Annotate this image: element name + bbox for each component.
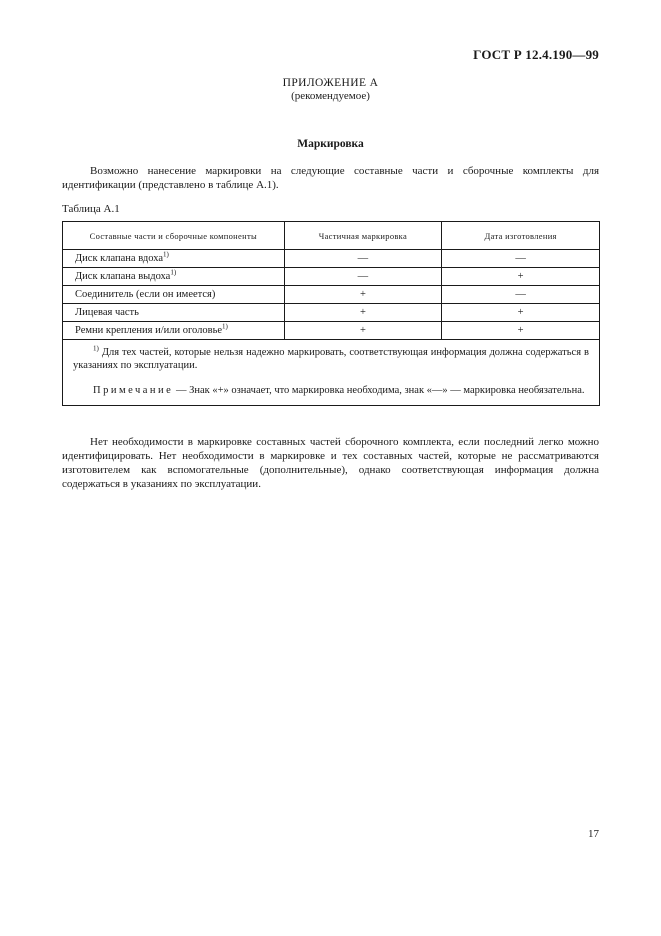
component-name-cell bbox=[63, 268, 285, 286]
table-caption: Таблица А.1 bbox=[62, 203, 120, 215]
manufacture-date-cell: — bbox=[442, 286, 600, 304]
marking-table bbox=[62, 221, 600, 406]
page-number: 17 bbox=[588, 828, 599, 840]
manufacture-date-cell: + bbox=[442, 304, 600, 322]
table-footnote bbox=[73, 346, 589, 372]
standard-code: ГОСТ Р 12.4.190—99 bbox=[473, 47, 599, 62]
table-header-row bbox=[63, 222, 600, 250]
component-name: Лицевая часть bbox=[75, 307, 139, 318]
partial-marking-cell: — bbox=[284, 268, 442, 286]
note-text: — Знак «+» означает, что маркировка необходима, знак «—» — маркировка необязательна. bbox=[173, 385, 585, 396]
partial-marking-cell: + bbox=[284, 304, 442, 322]
footnote-text: Для тех частей, которые нельзя надежно маркировать, соответствующая информация должна содержаться в указаниях по эксплуатации. bbox=[73, 347, 589, 371]
table-note bbox=[73, 384, 589, 397]
component-name-cell bbox=[63, 322, 285, 340]
closing-paragraph: Нет необходимости в маркировке составных частей сборочного комплекта, если последний легко можно идентифицировать. Нет необходимости в маркировке и тех составных частей, которые не рассматриваются изготовителем как вспомогательные (дополнительные), однако соответствующая информация должна содержаться в указаниях по эксплуатации. bbox=[62, 436, 599, 490]
manufacture-date-cell: — bbox=[442, 250, 600, 268]
component-name-cell bbox=[63, 286, 285, 304]
table-notes-row bbox=[63, 340, 600, 406]
component-name: Ремни крепления и/или оголовье bbox=[75, 325, 223, 336]
intro-paragraph: Возможно нанесение маркировки на следующие составные части и сборочные комплекты для идентификации (представлено в таблице А.1). bbox=[62, 165, 599, 191]
component-name-cell bbox=[63, 304, 285, 322]
table-row bbox=[63, 250, 600, 268]
footnote-ref: 1) bbox=[222, 322, 228, 331]
appendix-subtitle: (рекомендуемое) bbox=[291, 90, 370, 102]
column-header-manufacture-date: Дата изготовления bbox=[442, 222, 600, 250]
column-header-partial-marking: Частичная маркировка bbox=[284, 222, 442, 250]
table-row bbox=[63, 322, 600, 340]
partial-marking-cell: + bbox=[284, 286, 442, 304]
table-row bbox=[63, 286, 600, 304]
component-name: Диск клапана вдоха bbox=[75, 253, 164, 264]
footnote-ref: 1) bbox=[163, 250, 169, 259]
table-row bbox=[63, 268, 600, 286]
component-name: Соединитель (если он имеется) bbox=[75, 289, 216, 300]
manufacture-date-cell: + bbox=[442, 268, 600, 286]
footnote-ref: 1) bbox=[170, 268, 177, 277]
column-header-components: Составные части и сборочные компоненты bbox=[63, 222, 285, 250]
partial-marking-cell: + bbox=[284, 322, 442, 340]
component-name-cell bbox=[63, 250, 285, 268]
component-name: Диск клапана выдоха bbox=[75, 271, 171, 282]
table-notes-cell bbox=[63, 340, 600, 406]
section-title: Маркировка bbox=[297, 138, 364, 150]
table-row bbox=[63, 304, 600, 322]
note-label: Примечание bbox=[93, 385, 174, 396]
partial-marking-cell: — bbox=[284, 250, 442, 268]
appendix-title: ПРИЛОЖЕНИЕ А bbox=[282, 77, 379, 89]
footnote-mark: 1) bbox=[93, 344, 99, 353]
manufacture-date-cell: + bbox=[442, 322, 600, 340]
